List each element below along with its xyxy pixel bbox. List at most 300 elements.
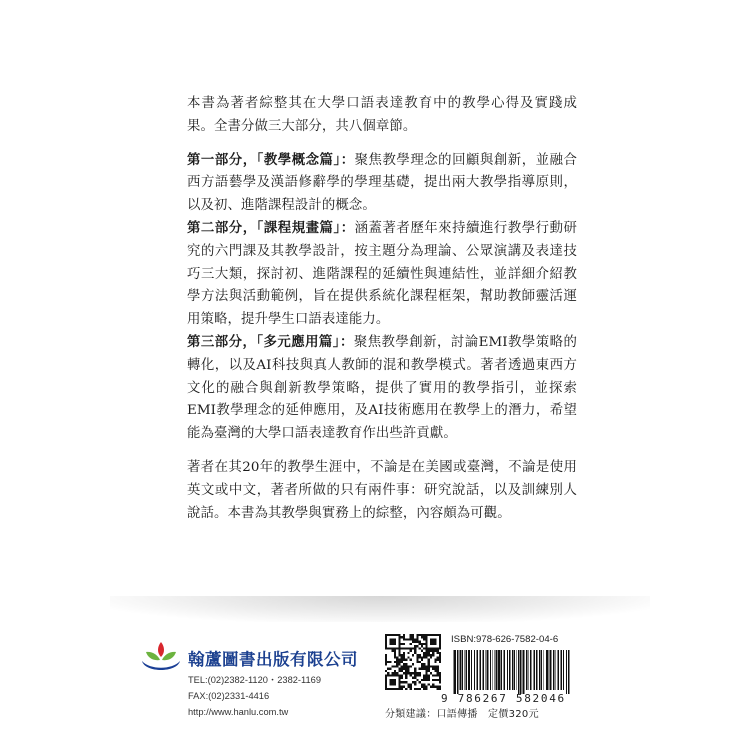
qr-module: [392, 634, 394, 636]
qr-module: [432, 665, 434, 667]
qr-module: [412, 634, 414, 636]
qr-module: [398, 634, 400, 636]
qr-module: [430, 656, 432, 658]
qr-module: [410, 634, 412, 636]
qr-module: [401, 686, 403, 688]
qr-module: [439, 677, 441, 679]
qr-module: [392, 641, 394, 643]
qr-module: [439, 659, 441, 661]
qr-module: [396, 663, 398, 665]
qr-module: [439, 679, 441, 681]
qr-module: [423, 634, 425, 636]
qr-module: [439, 672, 441, 674]
qr-module: [414, 668, 416, 670]
qr-module: [414, 681, 416, 683]
qr-module: [425, 634, 427, 636]
qr-module: [414, 645, 416, 647]
qr-module: [428, 663, 430, 665]
qr-module: [439, 634, 441, 636]
qr-module: [398, 663, 400, 665]
qr-module: [392, 674, 394, 676]
qr-module: [392, 681, 394, 683]
qr-module: [439, 643, 441, 645]
qr-module: [412, 636, 414, 638]
closing-paragraph: 著者在其20年的教學生涯中，不論是在美國或臺灣，不論是使用英文或中文，著者所做的只有兩件事：研究說話，以及訓練別人說話。本書為其教學與實務上的綜整，內容頗為可觀。: [187, 459, 577, 521]
qr-module: [398, 638, 400, 640]
qr-module: [398, 650, 400, 652]
qr-module: [401, 659, 403, 661]
publisher-fax: FAX:(02)2331-4416: [188, 691, 270, 701]
barcode-bar: [566, 650, 567, 694]
qr-module: [385, 688, 387, 690]
qr-module: [416, 634, 418, 636]
qr-module: [437, 674, 439, 676]
qr-module: [407, 652, 409, 654]
qr-module: [389, 638, 391, 640]
qr-module: [425, 636, 427, 638]
qr-module: [425, 665, 427, 667]
barcode-bar: [479, 650, 481, 690]
barcode-bar: [466, 650, 467, 690]
section-heading: 第二部分，「課程規畫篇」：: [187, 220, 355, 236]
qr-module: [394, 652, 396, 654]
qr-module: [423, 677, 425, 679]
qr-module: [412, 647, 414, 649]
qr-module: [425, 647, 427, 649]
qr-module: [423, 665, 425, 667]
barcode-bar: [560, 650, 562, 690]
barcode-bar: [546, 650, 548, 690]
qr-module: [398, 654, 400, 656]
qr-module: [421, 645, 423, 647]
qr-module: [437, 656, 439, 658]
qr-module: [392, 672, 394, 674]
qr-module: [403, 672, 405, 674]
barcode-bar: [530, 650, 532, 690]
qr-module: [405, 647, 407, 649]
qr-module: [398, 636, 400, 638]
qr-module: [430, 643, 432, 645]
qr-module: [403, 638, 405, 640]
qr-module: [385, 683, 387, 685]
section-body: 聚焦教學理念的回顧與創新，並融合西方語藝學及漢語修辭學的學理基礎，提出兩大教學指導原則，以及初、進階課程設計的概念。: [187, 152, 577, 214]
qr-module: [396, 656, 398, 658]
barcode-bar: [557, 650, 559, 690]
barcode-bar: [492, 650, 493, 690]
qr-module: [428, 674, 430, 676]
qr-module: [394, 674, 396, 676]
qr-module: [398, 668, 400, 670]
qr-module: [394, 681, 396, 683]
qr-module: [401, 681, 403, 683]
qr-module: [439, 681, 441, 683]
divider-shadow: [110, 596, 650, 622]
qr-module: [419, 668, 421, 670]
qr-module: [416, 638, 418, 640]
qr-module: [412, 641, 414, 643]
qr-module: [398, 677, 400, 679]
qr-module: [403, 647, 405, 649]
qr-module: [405, 674, 407, 676]
qr-module: [385, 647, 387, 649]
isbn-barcode-icon: [451, 650, 571, 694]
qr-module: [401, 688, 403, 690]
qr-module: [401, 661, 403, 663]
qr-module: [394, 656, 396, 658]
barcode-digits: 9 786267 582046: [441, 692, 566, 705]
qr-module: [423, 668, 425, 670]
barcode-bar: [548, 650, 549, 690]
barcode-bar: [487, 650, 489, 690]
qr-module: [430, 641, 432, 643]
qr-module: [425, 677, 427, 679]
section-heading: 第一部分，「教學概念篇」：: [187, 152, 355, 168]
qr-module: [430, 686, 432, 688]
qr-module: [410, 647, 412, 649]
barcode-bar: [553, 650, 554, 690]
qr-module: [387, 674, 389, 676]
qr-module: [401, 668, 403, 670]
qr-module: [421, 665, 423, 667]
qr-module: [432, 650, 434, 652]
qr-module: [423, 674, 425, 676]
qr-module: [401, 677, 403, 679]
barcode-bar: [533, 650, 535, 690]
barcode-bar: [494, 650, 495, 690]
qr-module: [421, 659, 423, 661]
qr-module: [434, 634, 436, 636]
qr-module: [405, 668, 407, 670]
qr-module: [396, 647, 398, 649]
qr-module: [387, 688, 389, 690]
qr-module: [414, 652, 416, 654]
qr-module: [410, 659, 412, 661]
barcode-bar: [539, 650, 540, 690]
barcode-bar: [460, 650, 462, 690]
qr-module: [416, 645, 418, 647]
qr-module: [407, 686, 409, 688]
qr-module: [434, 643, 436, 645]
qr-module: [425, 688, 427, 690]
barcode-bar: [512, 650, 514, 690]
qr-module: [416, 672, 418, 674]
qr-module: [423, 654, 425, 656]
qr-module: [439, 645, 441, 647]
qr-module: [434, 638, 436, 640]
qr-module: [434, 668, 436, 670]
classification-and-price: 分類建議：口語傳播 定價320元: [385, 709, 539, 720]
barcode-bar: [482, 650, 484, 690]
qr-module: [403, 665, 405, 667]
qr-module: [405, 688, 407, 690]
qr-module: [437, 665, 439, 667]
qr-module: [387, 668, 389, 670]
qr-module: [401, 656, 403, 658]
qr-module: [412, 677, 414, 679]
qr-module: [434, 670, 436, 672]
publisher-tel: TEL:(02)2382-1120・2382-1169: [188, 675, 322, 685]
qr-module: [437, 686, 439, 688]
qr-module: [407, 665, 409, 667]
qr-module: [437, 672, 439, 674]
qr-module: [430, 647, 432, 649]
qr-module: [414, 674, 416, 676]
qr-module: [419, 681, 421, 683]
barcode-bar: [454, 650, 456, 694]
qr-module: [392, 688, 394, 690]
qr-module: [401, 674, 403, 676]
qr-module: [398, 643, 400, 645]
qr-module: [410, 650, 412, 652]
qr-module: [432, 643, 434, 645]
qr-module: [405, 681, 407, 683]
qr-module: [432, 652, 434, 654]
qr-module: [407, 638, 409, 640]
qr-module: [385, 679, 387, 681]
qr-module: [421, 634, 423, 636]
qr-module: [437, 688, 439, 690]
qr-module: [396, 661, 398, 663]
qr-module: [414, 647, 416, 649]
qr-module: [405, 638, 407, 640]
qr-module: [414, 650, 416, 652]
qr-module: [403, 652, 405, 654]
barcode-bar: [490, 650, 491, 690]
qr-module: [389, 668, 391, 670]
qr-module: [434, 686, 436, 688]
qr-module: [387, 647, 389, 649]
qr-module: [428, 659, 430, 661]
qr-module: [403, 656, 405, 658]
qr-module: [396, 674, 398, 676]
qr-module: [434, 647, 436, 649]
qr-module: [428, 677, 430, 679]
qr-module: [394, 641, 396, 643]
qr-module: [385, 677, 387, 679]
barcode-bar: [453, 650, 454, 694]
qr-module: [423, 638, 425, 640]
barcode-bar: [474, 650, 475, 690]
qr-module: [425, 670, 427, 672]
barcode-bar: [468, 650, 470, 690]
qr-module: [414, 638, 416, 640]
qr-module: [434, 661, 436, 663]
qr-module: [432, 668, 434, 670]
barcode-bar: [563, 650, 564, 690]
qr-module: [394, 661, 396, 663]
qr-module: [432, 638, 434, 640]
qr-module: [394, 634, 396, 636]
qr-module: [439, 656, 441, 658]
qr-module: [439, 636, 441, 638]
isbn-label: ISBN:978-626-7582-04-6: [451, 634, 559, 645]
barcode-bar: [514, 650, 515, 690]
qr-module: [439, 654, 441, 656]
qr-module: [437, 634, 439, 636]
qr-module: [412, 681, 414, 683]
barcode-bar: [526, 650, 527, 690]
publisher-contact: [188, 672, 321, 720]
barcode-bar: [476, 650, 478, 690]
barcode-bar: [507, 650, 508, 690]
qr-module: [405, 659, 407, 661]
qr-module: [385, 674, 387, 676]
qr-module: [398, 686, 400, 688]
qr-module: [407, 656, 409, 658]
qr-module: [403, 643, 405, 645]
qr-module: [385, 654, 387, 656]
qr-code-icon: [385, 634, 441, 690]
qr-module: [394, 688, 396, 690]
qr-module: [421, 643, 423, 645]
qr-module: [396, 665, 398, 667]
qr-module: [437, 652, 439, 654]
qr-module: [416, 654, 418, 656]
qr-module: [430, 665, 432, 667]
qr-module: [421, 683, 423, 685]
qr-module: [396, 688, 398, 690]
qr-module: [405, 672, 407, 674]
qr-module: [394, 665, 396, 667]
qr-module: [407, 672, 409, 674]
qr-module: [414, 688, 416, 690]
qr-module: [414, 641, 416, 643]
publisher-name: 翰蘆圖書出版有限公司: [188, 651, 358, 669]
qr-module: [403, 686, 405, 688]
barcode-bar: [568, 650, 569, 694]
qr-module: [410, 686, 412, 688]
qr-module: [398, 645, 400, 647]
qr-module: [419, 641, 421, 643]
qr-module: [425, 668, 427, 670]
barcode-bar: [464, 650, 465, 690]
qr-module: [430, 638, 432, 640]
qr-module: [425, 674, 427, 676]
qr-module: [423, 636, 425, 638]
qr-module: [410, 643, 412, 645]
barcode-bar: [462, 650, 463, 690]
qr-module: [437, 650, 439, 652]
qr-module: [419, 661, 421, 663]
qr-module: [430, 650, 432, 652]
qr-module: [425, 645, 427, 647]
qr-module: [425, 638, 427, 640]
qr-module: [398, 688, 400, 690]
barcode-bar: [509, 650, 511, 690]
barcode-bar: [498, 650, 500, 690]
qr-module: [428, 647, 430, 649]
qr-module: [394, 647, 396, 649]
publisher-block: [140, 636, 370, 726]
qr-module: [396, 659, 398, 661]
qr-module: [385, 636, 387, 638]
qr-module: [387, 661, 389, 663]
barcode-bar: [518, 650, 519, 694]
qr-module: [428, 654, 430, 656]
qr-module: [439, 661, 441, 663]
qr-module: [385, 659, 387, 661]
qr-module: [425, 652, 427, 654]
barcode-bar: [516, 650, 517, 690]
qr-module: [394, 643, 396, 645]
qr-module: [394, 638, 396, 640]
qr-module: [434, 679, 436, 681]
qr-module: [392, 679, 394, 681]
qr-module: [394, 679, 396, 681]
qr-module: [410, 683, 412, 685]
qr-module: [392, 647, 394, 649]
qr-module: [419, 643, 421, 645]
qr-module: [437, 679, 439, 681]
qr-module: [405, 665, 407, 667]
qr-module: [401, 636, 403, 638]
qr-module: [423, 688, 425, 690]
qr-module: [407, 670, 409, 672]
qr-module: [389, 679, 391, 681]
qr-module: [432, 683, 434, 685]
section-part-two: [187, 218, 577, 332]
qr-module: [392, 665, 394, 667]
qr-module: [389, 641, 391, 643]
qr-module: [398, 681, 400, 683]
barcode-bar: [544, 650, 545, 690]
qr-module: [412, 672, 414, 674]
qr-module: [403, 636, 405, 638]
qr-module: [428, 668, 430, 670]
qr-module: [412, 638, 414, 640]
qr-module: [428, 679, 430, 681]
qr-module: [439, 641, 441, 643]
qr-module: [394, 670, 396, 672]
qr-module: [437, 659, 439, 661]
qr-module: [392, 683, 394, 685]
qr-module: [398, 652, 400, 654]
qr-module: [428, 661, 430, 663]
qr-module: [405, 670, 407, 672]
qr-module: [419, 634, 421, 636]
qr-module: [398, 659, 400, 661]
qr-module: [432, 647, 434, 649]
qr-module: [398, 674, 400, 676]
qr-module: [392, 643, 394, 645]
publisher-url: http://www.hanlu.com.tw: [188, 707, 289, 717]
qr-module: [419, 654, 421, 656]
barcode-bar: [503, 650, 505, 690]
qr-module: [432, 679, 434, 681]
qr-module: [416, 641, 418, 643]
qr-module: [423, 679, 425, 681]
qr-module: [385, 638, 387, 640]
qr-module: [385, 663, 387, 665]
qr-module: [419, 672, 421, 674]
qr-module: [430, 634, 432, 636]
qr-module: [405, 663, 407, 665]
qr-module: [389, 661, 391, 663]
isbn-block: [385, 630, 575, 740]
qr-module: [403, 668, 405, 670]
qr-module: [410, 674, 412, 676]
qr-module: [416, 636, 418, 638]
qr-module: [412, 654, 414, 656]
qr-module: [432, 641, 434, 643]
qr-module: [425, 641, 427, 643]
qr-module: [437, 670, 439, 672]
back-cover-description: [187, 93, 577, 536]
qr-module: [401, 665, 403, 667]
qr-module: [394, 654, 396, 656]
qr-module: [423, 683, 425, 685]
qr-module: [410, 665, 412, 667]
